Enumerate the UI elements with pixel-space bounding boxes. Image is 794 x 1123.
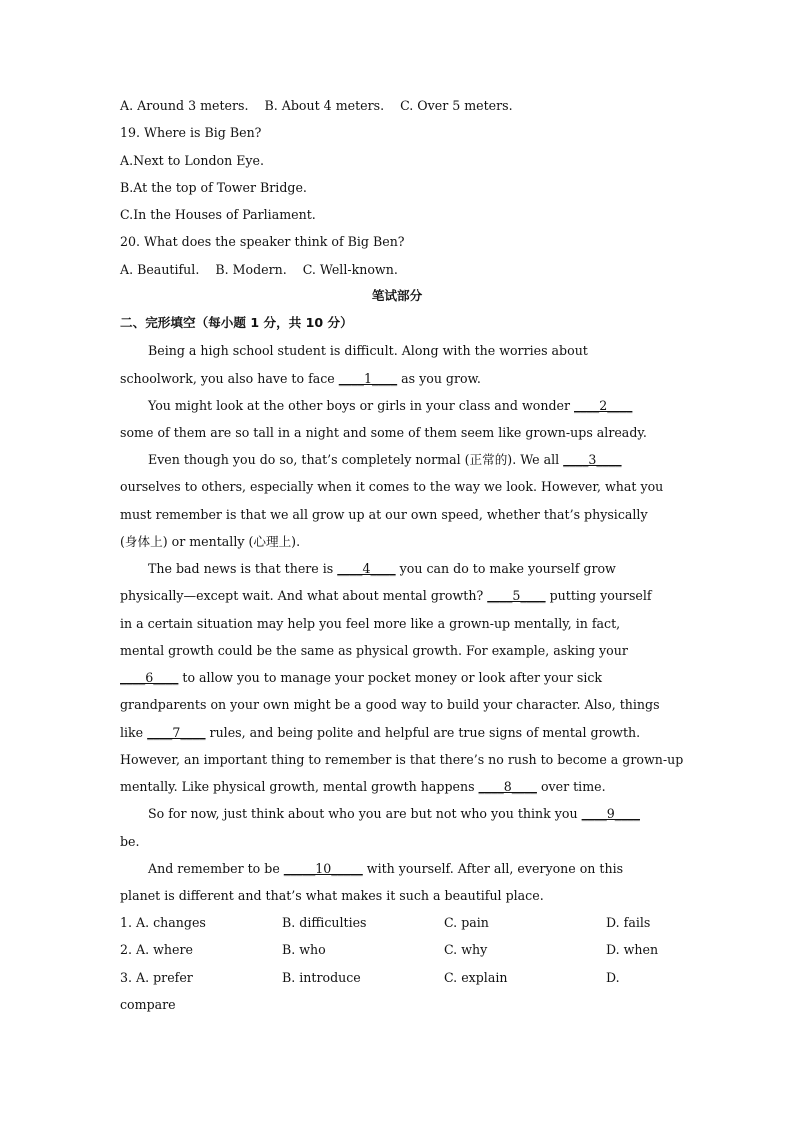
passage-line: Even though you do so, that’s completely normal (正常的). We all ____3____ bbox=[148, 452, 622, 467]
blank-2: ____2____ bbox=[574, 398, 633, 413]
blank-5: ____5____ bbox=[487, 588, 546, 603]
passage-line: ____6____ to allow you to manage your pocket money or look after your sick bbox=[120, 670, 603, 685]
passage-line: like ____7____ rules, and being polite and helpful are true signs of mental growth. bbox=[120, 725, 641, 740]
passage-line: in a certain situation may help you feel more like a grown-up mentally, in fact, bbox=[120, 616, 621, 631]
blank-3: ____3____ bbox=[563, 452, 622, 467]
passage-line: planet is different and that’s what makes it such a beautiful place. bbox=[120, 888, 544, 903]
passage-line: mentally. Like physical growth, mental growth happens ____8____ over time. bbox=[120, 779, 606, 794]
written-section-title: 笔试部分 bbox=[371, 288, 423, 303]
option-1-b: B. difficulties bbox=[282, 915, 367, 930]
option-2-b: B. who bbox=[282, 942, 326, 957]
option-3-d: D. bbox=[606, 970, 620, 985]
blank-4: ____4____ bbox=[337, 561, 396, 576]
option-2-c: C. why bbox=[444, 942, 488, 957]
passage-line: grandparents on your own might be a good way to build your character. Also, things bbox=[120, 697, 660, 712]
q19-option-a: A.Next to London Eye. bbox=[120, 153, 264, 168]
passage-line: And remember to be _____10_____ with yourself. After all, everyone on this bbox=[148, 861, 624, 876]
option-1-a: 1. A. changes bbox=[120, 915, 206, 930]
passage-line: some of them are so tall in a night and some of them seem like grown-ups already. bbox=[120, 425, 647, 440]
option-1-d: D. fails bbox=[606, 915, 651, 930]
option-2-d: D. when bbox=[606, 942, 659, 957]
q20-question: 20. What does the speaker think of Big Ben? bbox=[120, 234, 405, 249]
passage-line: You might look at the other boys or girls in your class and wonder ____2____ bbox=[148, 398, 633, 413]
passage-line: mental growth could be the same as physical growth. For example, asking your bbox=[120, 643, 628, 658]
q19-question: 19. Where is Big Ben? bbox=[120, 125, 262, 140]
passage-line: schoolwork, you also have to face ____1____ as you grow. bbox=[120, 371, 481, 386]
option-3-b: B. introduce bbox=[282, 970, 361, 985]
q19-option-c: C.In the Houses of Parliament. bbox=[120, 207, 316, 222]
passage-line: ourselves to others, especially when it comes to the way we look. However, what you bbox=[120, 479, 664, 494]
option-3-a: 3. A. prefer bbox=[120, 970, 193, 985]
passage-line: be. bbox=[120, 834, 140, 849]
passage-line: physically—except wait. And what about mental growth? ____5____ putting yourself bbox=[120, 588, 652, 603]
passage-line: The bad news is that there is ____4____ you can do to make yourself grow bbox=[148, 561, 616, 576]
blank-6: ____6____ bbox=[120, 670, 179, 685]
blank-9: ____9____ bbox=[581, 806, 640, 821]
option-3-d-text: compare bbox=[120, 997, 176, 1012]
q18-options: A. Around 3 meters. B. About 4 meters. C. Over 5 meters. bbox=[120, 98, 513, 113]
passage-line: Being a high school student is difficult. Along with the worries about bbox=[148, 343, 588, 358]
blank-10: _____10_____ bbox=[283, 861, 363, 876]
passage-line: must remember is that we all grow up at our own speed, whether that’s physically bbox=[120, 507, 648, 522]
q19-option-b: B.At the top of Tower Bridge. bbox=[120, 180, 307, 195]
blank-7: ____7____ bbox=[147, 725, 206, 740]
passage-line: However, an important thing to remember is that there’s no rush to become a grown-up bbox=[120, 752, 684, 767]
passage-line: So for now, just think about who you are but not who you think you ____9____ bbox=[148, 806, 640, 821]
q20-options: A. Beautiful. B. Modern. C. Well-known. bbox=[120, 262, 398, 277]
blank-8: ____8____ bbox=[478, 779, 537, 794]
blank-1: ____1____ bbox=[338, 371, 398, 386]
option-2-a: 2. A. where bbox=[120, 942, 193, 957]
cloze-section-title: 二、完形填空（每小题 1 分，共 10 分） bbox=[120, 315, 353, 330]
option-3-c: C. explain bbox=[444, 970, 508, 985]
option-1-c: C. pain bbox=[444, 915, 489, 930]
passage-line: (身体上) or mentally (心理上). bbox=[120, 534, 301, 549]
